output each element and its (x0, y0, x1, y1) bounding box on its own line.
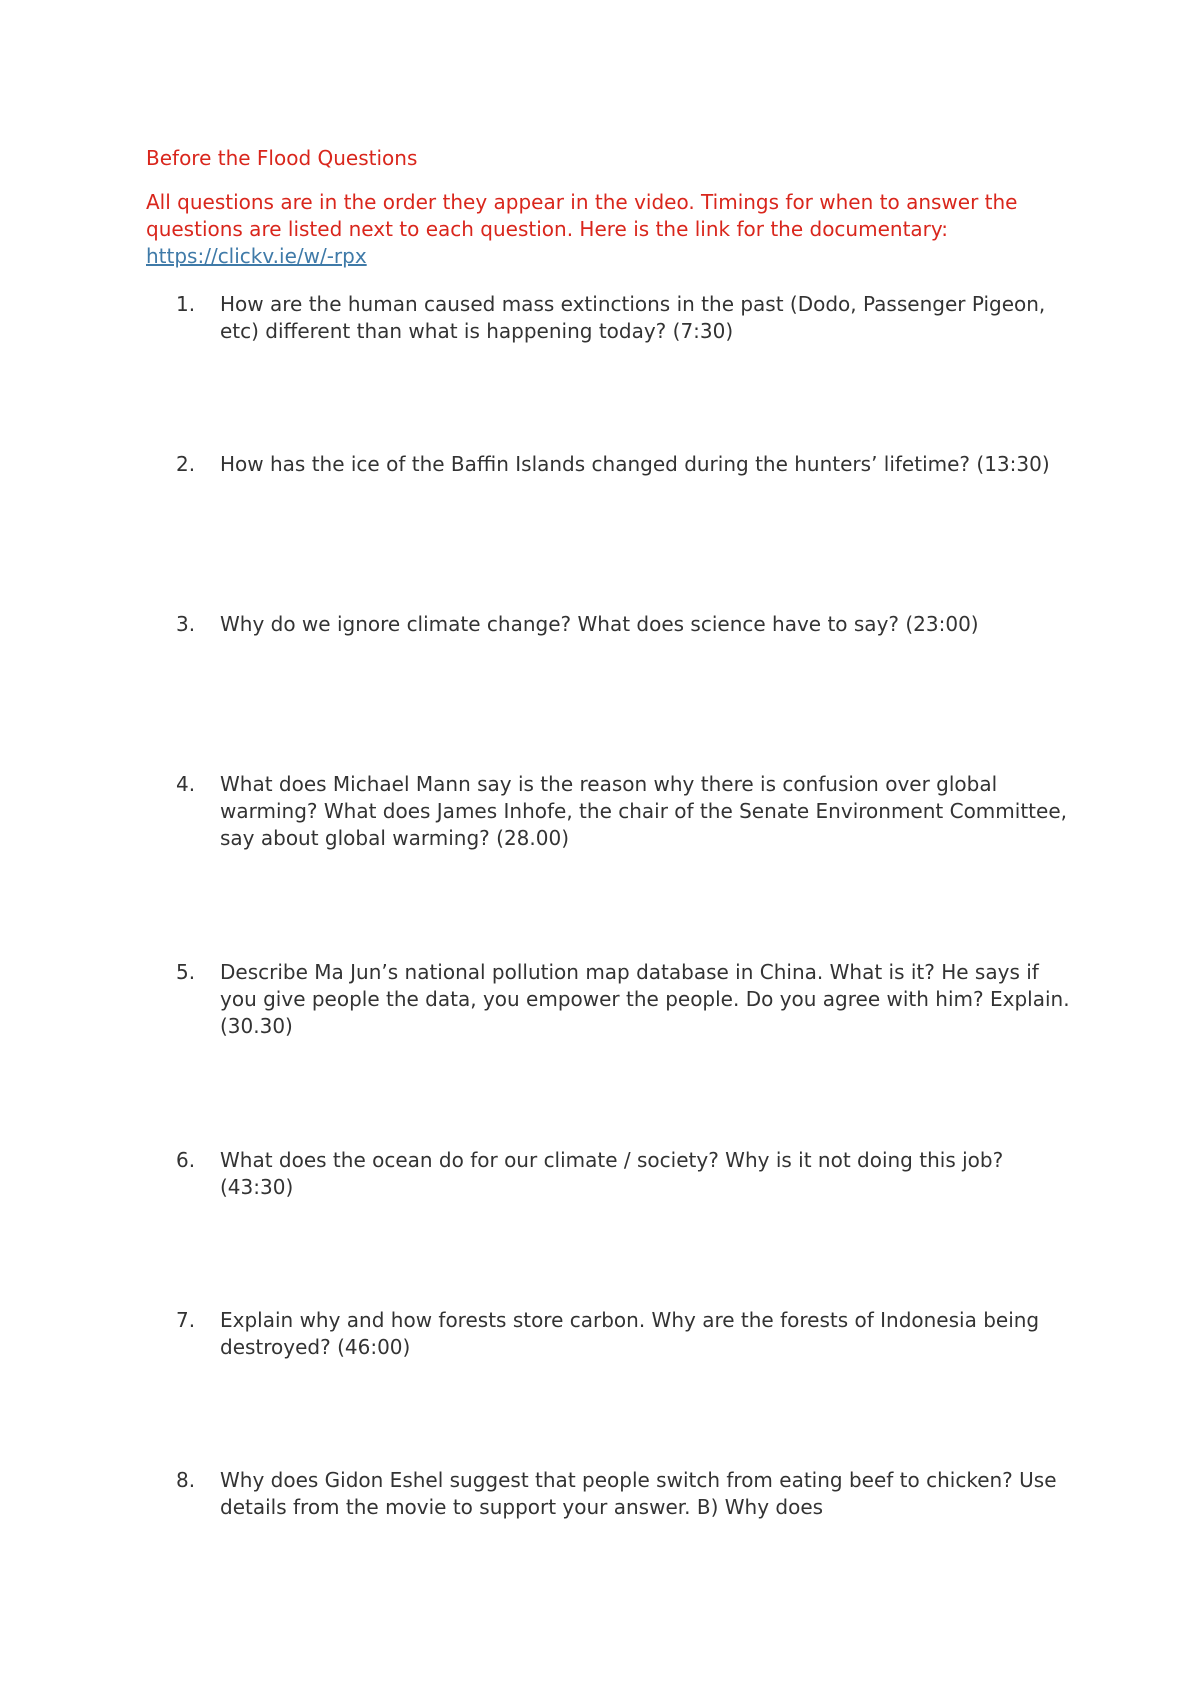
question-text: Explain why and how forests store carbon. Why are the forests of Indonesia being destroyed? (46:00) (220, 1308, 1040, 1359)
question-text: Why do we ignore climate change? What does science have to say? (23:00) (220, 612, 979, 636)
question-item (176, 1467, 1076, 1521)
question-number: 1. (176, 292, 196, 316)
question-number: 8. (176, 1468, 196, 1492)
question-item (176, 771, 1076, 852)
question-text: How has the ice of the Baffin Islands changed during the hunters’ lifetime? (13:30) (220, 452, 1050, 476)
question-text: What does the ocean do for our climate / society? Why is it not doing this job? (43:30) (220, 1148, 1004, 1199)
document-title: Before the Flood Questions (146, 146, 418, 170)
question-number: 2. (176, 452, 196, 476)
question-text: What does Michael Mann say is the reason why there is confusion over global warming? What does James Inhofe, the chair of the Senate Environment Committee, say about global warming? (28.00) (220, 772, 1067, 850)
question-text: Why does Gidon Eshel suggest that people switch from eating beef to chicken? Use details from the movie to support your answer. B) Why does (220, 1468, 1057, 1519)
question-item (176, 1307, 1076, 1361)
question-item (176, 959, 1076, 1040)
question-text: How are the human caused mass extinctions in the past (Dodo, Passenger Pigeon, etc) different than what is happening today? (7:30) (220, 292, 1046, 343)
question-number: 6. (176, 1148, 196, 1172)
documentary-link[interactable]: https://clickv.ie/w/-rpx (146, 244, 367, 268)
question-item (176, 611, 1076, 638)
question-text: Describe Ma Jun’s national pollution map database in China. What is it? He says if you give people the data, you empower the people. Do you agree with him? Explain. (30.30) (220, 960, 1070, 1038)
question-number: 3. (176, 612, 196, 636)
question-item (176, 291, 1076, 345)
intro-text: All questions are in the order they appear in the video. Timings for when to answer the questions are listed next to each question. Here is the link for the documentary: (146, 190, 1018, 241)
question-number: 7. (176, 1308, 196, 1332)
question-number: 4. (176, 772, 196, 796)
question-number: 5. (176, 960, 196, 984)
question-item (176, 451, 1076, 478)
intro-paragraph (146, 189, 1051, 270)
question-item (176, 1147, 1076, 1201)
